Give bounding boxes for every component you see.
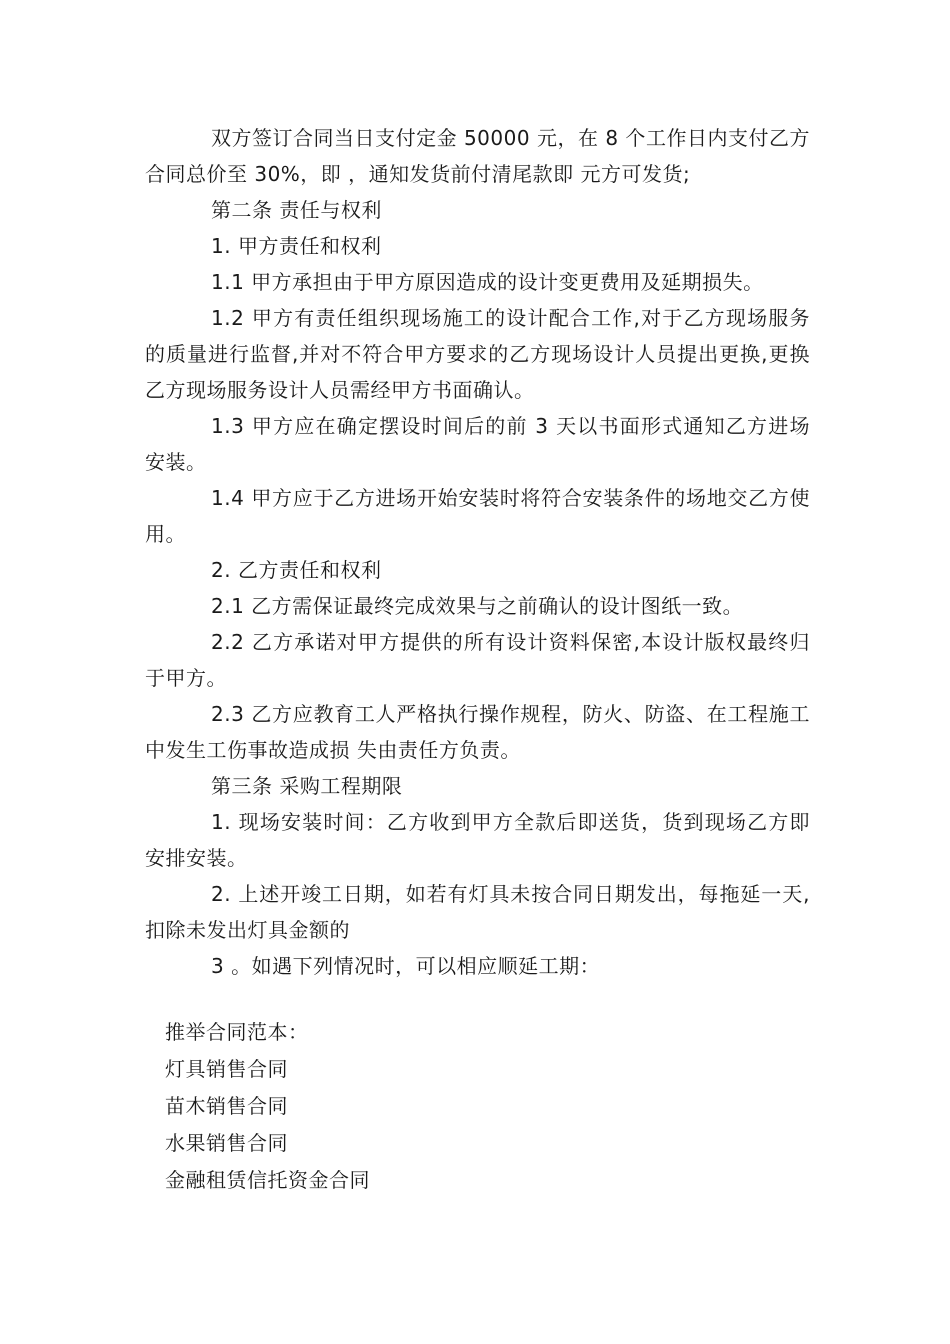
article-3-heading: 第三条 采购工程期限 [211,774,403,798]
link-fruit-sales-contract[interactable]: 水果销售合同 [165,1131,288,1155]
term-2-delay: 2. 上述开竣工日期，如若有灯具未按合同日期发出，每拖延一天,扣除未发出灯具金额的 [145,882,810,942]
clause-1-3: 1.3 甲方应在确定摆设时间后的前 3 天以书面形式通知乙方进场安装。 [145,414,810,474]
term-1-installation: 1. 现场安装时间：乙方收到甲方全款后即送货，货到现场乙方即安排安装。 [145,810,810,870]
recommended-title: 推举合同范本： [165,1020,309,1044]
recommended-contracts [165,1014,370,1199]
link-finance-lease-trust-contract[interactable]: 金融租赁信托资金合同 [165,1168,370,1192]
clause-1-1: 1.1 甲方承担由于甲方原因造成的设计变更费用及延期损失。 [211,270,764,294]
contract-body [145,120,810,984]
clause-1-4: 1.4 甲方应于乙方进场开始安装时将符合安装条件的场地交乙方使用。 [145,486,810,546]
clause-2-1: 2.1 乙方需保证最终完成效果与之前确认的设计图纸一致。 [211,594,744,618]
article-2-heading: 第二条 责任与权利 [211,198,382,222]
term-3-extension: 3 。如遇下列情况时，可以相应顺延工期： [211,954,601,978]
party-a-heading: 1. 甲方责任和权利 [211,234,382,258]
paragraph-payment: 双方签订合同当日支付定金 50000 元，在 8 个工作日内支付乙方合同总价至 30%，即 ，通知发货前付清尾款即 元方可发货; [145,126,810,186]
party-b-heading: 2. 乙方责任和权利 [211,558,382,582]
clause-2-2: 2.2 乙方承诺对甲方提供的所有设计资料保密,本设计版权最终归于甲方。 [145,630,810,690]
link-seedling-sales-contract[interactable]: 苗木销售合同 [165,1094,288,1118]
clause-1-2: 1.2 甲方有责任组织现场施工的设计配合工作,对于乙方现场服务的质量进行监督,并对不符合甲方要求的乙方现场设计人员提出更换,更换乙方现场服务设计人员需经甲方书面确认。 [145,306,810,402]
link-lamp-sales-contract[interactable]: 灯具销售合同 [165,1057,288,1081]
clause-2-3: 2.3 乙方应教育工人严格执行操作规程，防火、防盗、在工程施工中发生工伤事故造成损 失由责任方负责。 [145,702,810,762]
